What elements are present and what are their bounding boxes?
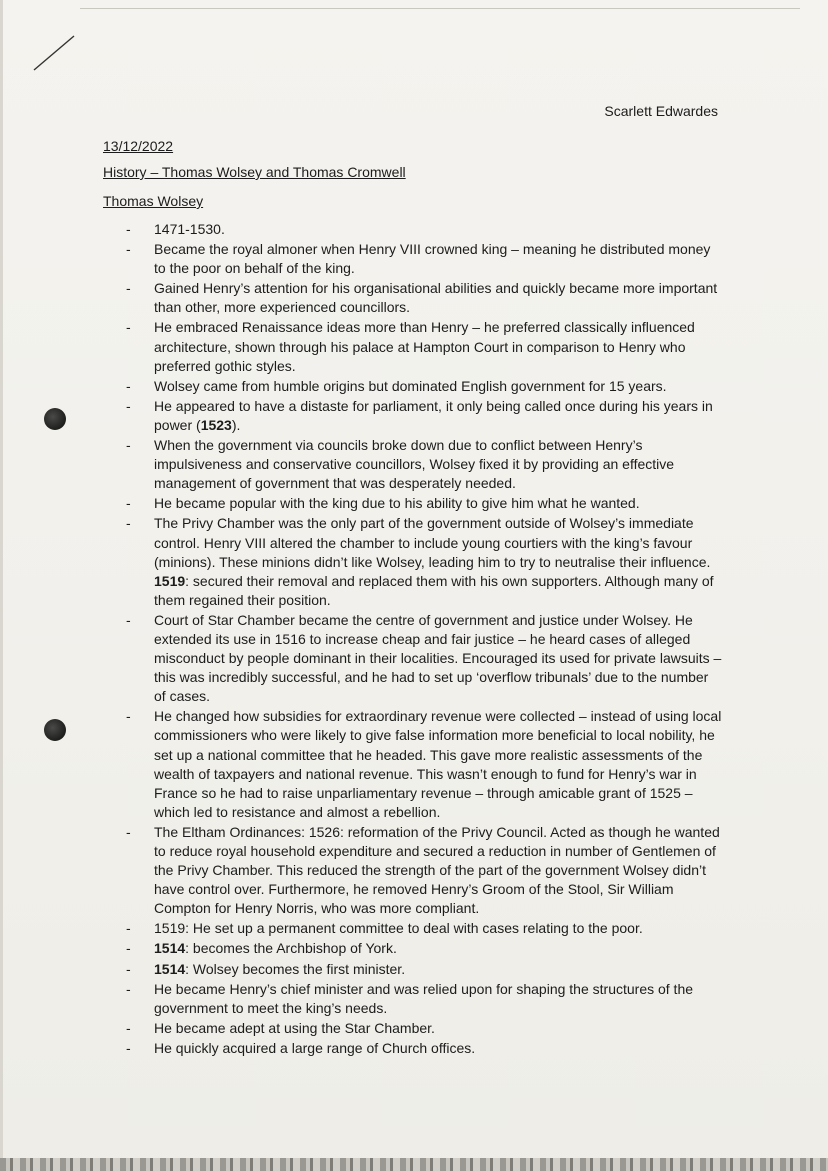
list-item-text: Gained Henry’s attention for his organisational abilities and quickly became more important than other, more experienced councillors. xyxy=(154,280,718,316)
list-item xyxy=(103,980,723,1018)
list-item-text: : becomes the Archbishop of York. xyxy=(185,940,397,957)
list-item-text: Court of Star Chamber became the centre of government and justice under Wolsey. He extended its use in 1516 to increase cheap and fair justice – he heard cases of alleged misconduct by people dominant in their localities. Encouraged its used for private lawsuits – this was incredibly successful, and he had to set up ‘overflow tribunals’ due to the number of cases. xyxy=(154,611,722,705)
left-paper-edge xyxy=(0,0,3,1171)
list-item xyxy=(103,397,723,435)
list-item xyxy=(103,494,723,513)
list-item-text: He appeared to have a distaste for parliament, it only being called once during his years in power ( xyxy=(154,397,713,433)
list-item xyxy=(103,611,723,706)
author-name: Scarlett Edwardes xyxy=(604,103,718,119)
section-heading: Thomas Wolsey xyxy=(103,193,204,209)
bold-year: 1523 xyxy=(200,416,232,433)
list-item xyxy=(103,436,723,493)
list-item-text: He became popular with the king due to his ability to give him what he wanted. xyxy=(154,495,640,512)
list-item xyxy=(103,377,723,396)
list-item xyxy=(103,707,723,822)
list-item xyxy=(103,919,723,938)
list-item xyxy=(103,514,723,609)
bold-year: 1514 xyxy=(154,940,186,957)
list-item-text: : Wolsey becomes the first minister. xyxy=(185,960,406,977)
list-item-text: He became adept at using the Star Chamber. xyxy=(154,1019,435,1036)
bottom-scan-edge xyxy=(0,1158,828,1171)
list-item xyxy=(103,279,723,317)
list-item-text: He quickly acquired a large range of Church offices. xyxy=(154,1039,476,1056)
list-item xyxy=(103,240,723,278)
list-item-text: He embraced Renaissance ideas more than Henry – he preferred classically influenced architecture, shown through his palace at Hampton Court in comparison to Henry who preferred gothic styles. xyxy=(154,319,695,374)
list-item-text: When the government via councils broke down due to conflict between Henry’s impulsiveness and conservative councillors, Wolsey fixed it by providing an effective management of government that was desperately needed. xyxy=(154,437,675,492)
list-item-text: He changed how subsidies for extraordinary revenue were collected – instead of using local commissioners who were likely to give false information more beneficial to local nobility, he set up a national committee that he headed. This gave more realistic assessments of the wealth of taxpayers and national revenue. This wasn’t enough to fund for Henry’s war in France so he had to raise unparliamentary revenue – through amicable grant of 1525 – which led to resistance and almost a rebellion. xyxy=(154,708,722,820)
bold-year: 1519 xyxy=(154,572,186,589)
list-item xyxy=(103,823,723,918)
bold-year: 1514 xyxy=(154,960,186,977)
list-item-text: He became Henry’s chief minister and was relied upon for shaping the structures of the government to meet the king’s needs. xyxy=(154,980,694,1016)
document-date: 13/12/2022 xyxy=(103,138,174,154)
list-item xyxy=(103,318,723,375)
list-item-text: : secured their removal and replaced them with his own supporters. Although many of them regained their position. xyxy=(154,572,714,608)
pen-stroke-mark xyxy=(30,32,80,72)
list-item-text: The Eltham Ordinances: 1526: reformation of the Privy Council. Acted as though he wanted to reduce royal household expenditure and secured a reduction in number of Gentlemen of the Privy Chamber. This reduced the strength of the part of the government Wolsey didn’t have control over. Furthermore, he removed Henry’s Groom of the Stool, Sir William Compton for Henry Norris, who was more compliant. xyxy=(154,823,720,917)
list-item xyxy=(103,220,723,239)
list-item-text: ). xyxy=(231,416,241,433)
list-item-text: Became the royal almoner when Henry VIII crowned king – meaning he distributed money to the poor on behalf of the king. xyxy=(154,241,711,277)
list-item xyxy=(103,960,723,979)
top-edge-line xyxy=(80,8,800,9)
list-item-text: 1471-1530. xyxy=(154,221,225,237)
list-item xyxy=(103,1019,723,1038)
list-item-text: Wolsey came from humble origins but dominated English government for 15 years. xyxy=(154,377,667,394)
list-item-text: The Privy Chamber was the only part of the government outside of Wolsey’s immediate control. Henry VIII altered the chamber to include young courtiers with the king’s favour (minions). These minions didn’t like Wolsey, leading him to try to neutralise their influence. xyxy=(154,515,711,570)
list-item-text: 1519: He set up a permanent committee to deal with cases relating to the poor. xyxy=(154,920,643,937)
list-item xyxy=(103,1039,723,1058)
document-title: History – Thomas Wolsey and Thomas Cromwell xyxy=(103,164,406,180)
notes-bullet-list xyxy=(103,220,723,1059)
punch-hole-icon xyxy=(44,719,66,741)
punch-hole-icon xyxy=(44,408,66,430)
list-item xyxy=(103,939,723,958)
